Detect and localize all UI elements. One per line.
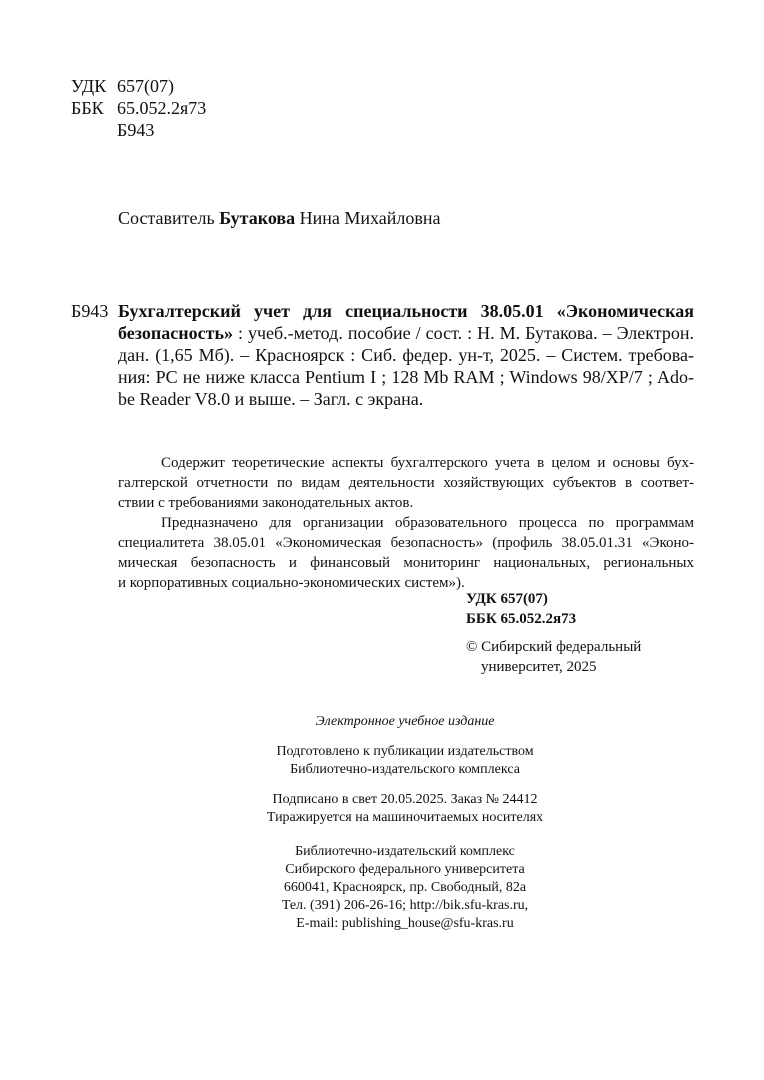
bbk-value: 65.052.2я73 <box>117 98 207 118</box>
publisher-line: Библиотечно-издательский комплекс <box>295 844 515 859</box>
edition-type: Электронное учебное издание <box>315 714 495 729</box>
publisher-line: Тел. (391) 206-26-16; http://bik.sfu-kras.ru, <box>281 898 529 913</box>
bibliographic-code: Б943 <box>71 301 109 321</box>
bibliographic-line-3: дан. (1,65 Мб). – Красноярск : Сиб. федер. ун-т, 2025. – Систем. требова- <box>118 345 694 365</box>
udk-row <box>71 75 206 97</box>
header-codes <box>71 75 206 141</box>
copyright-line-2: университет, 2025 <box>481 659 597 675</box>
udk-label: УДК <box>71 76 107 96</box>
bbk-row <box>71 97 206 119</box>
publisher-line: E-mail: publishing_house@sfu-kras.ru <box>296 916 514 931</box>
abstract-p2-line: специалитета 38.05.01 «Экономическая безопасность» (профиль 38.05.01.31 «Эконо- <box>118 535 694 551</box>
publisher-line: Сибирского федерального университета <box>285 862 525 877</box>
abstract-p1-line: ствии с требованиями законодательных актов. <box>118 495 414 511</box>
abstract <box>118 453 694 593</box>
footer-bbk: ББК 65.052.2я73 <box>466 611 577 627</box>
bibliographic-description <box>118 300 694 410</box>
bibliographic-line-2: безопасность» : учеб.-метод. пособие / сост. : Н. М. Бутакова. – Электрон. <box>118 323 694 343</box>
footer-codes <box>466 589 576 629</box>
signed-line: Тиражируется на машиночитаемых носителях <box>266 810 544 825</box>
bibliographic-line-4: ния: PC не ниже класса Pentium I ; 128 Mb RAM ; Windows 98/XP/7 ; Ado- <box>118 367 694 387</box>
abstract-p2-line: и корпоративных социально-экономических систем»). <box>118 575 465 591</box>
bbk-label: ББК <box>71 98 104 118</box>
footer-udk: УДК 657(07) <box>466 591 548 607</box>
book-title-line: Бухгалтерский учет для специальности 38.05.01 «Экономическая <box>118 301 694 321</box>
compiler-line <box>118 207 441 229</box>
author-mark-row <box>71 119 206 141</box>
copyright <box>466 637 641 677</box>
abstract-p1-line: галтерской отчетности по видам деятельности хозяйствующих субъектов в соответ- <box>118 475 694 491</box>
abstract-p1-line: Содержит теоретические аспекты бухгалтерского учета в целом и основы бух- <box>161 455 694 471</box>
prepared-line: Библиотечно-издательского комплекса <box>290 762 520 777</box>
publisher-line: 660041, Красноярск, пр. Свободный, 82а <box>283 880 527 895</box>
udk-value: 657(07) <box>117 76 174 96</box>
imprint <box>210 713 600 933</box>
prepared-line: Подготовлено к публикации издательством <box>276 744 534 759</box>
compiler-surname: Бутакова <box>219 208 296 228</box>
bibliographic-line-5: be Reader V8.0 и выше. – Загл. с экрана. <box>118 389 424 409</box>
compiler-label: Составитель <box>118 208 215 228</box>
copyright-line-1: © Сибирский федеральный <box>466 639 642 655</box>
author-mark: Б943 <box>117 120 155 140</box>
abstract-p2-line: Предназначено для организации образовательного процесса по программам <box>161 515 694 531</box>
compiler-given-names: Нина Михайловна <box>299 208 441 228</box>
signed-line: Подписано в свет 20.05.2025. Заказ № 24412 <box>272 792 538 807</box>
abstract-p2-line: мическая безопасность и финансовый мониторинг национальных, региональных <box>118 555 694 571</box>
book-title-end: безопасность» <box>118 323 233 343</box>
